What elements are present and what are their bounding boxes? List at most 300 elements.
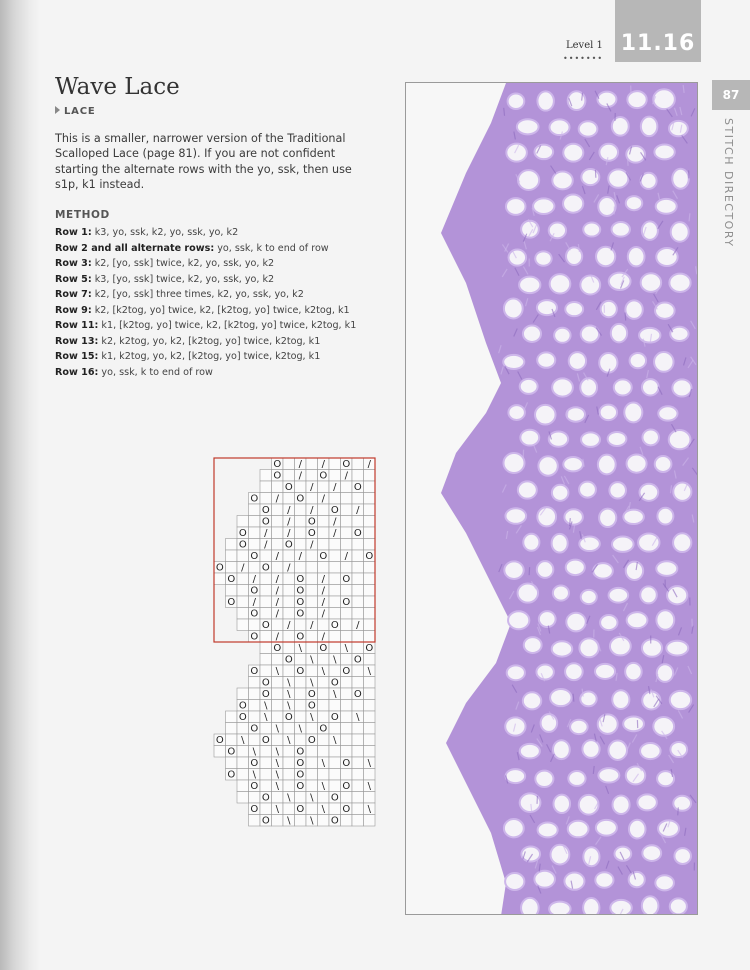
chart-cell — [364, 688, 376, 700]
chart-cell — [237, 619, 249, 631]
chart-symbol: / — [264, 528, 268, 539]
method-row-label: Row 16: — [55, 366, 99, 378]
lace-eyelet — [626, 196, 642, 210]
chart-cell — [295, 815, 307, 827]
chart-cell — [237, 573, 249, 585]
lace-eyelet — [673, 533, 691, 552]
chart-cell — [318, 516, 330, 528]
lace-eyelet — [523, 692, 541, 709]
chart-cell — [214, 573, 226, 585]
chart-symbol: \ — [275, 781, 279, 792]
lace-eyelet — [565, 302, 583, 316]
chart-cell — [318, 619, 330, 631]
chart-cell — [272, 711, 284, 723]
lace-eyelet — [534, 871, 555, 888]
triangle-bullet-icon — [55, 106, 60, 114]
lace-eyelet — [627, 454, 647, 472]
lace-eyelet — [508, 249, 526, 265]
chart-symbol: O — [330, 815, 339, 827]
chart-cell — [249, 527, 261, 539]
chart-cell — [318, 746, 330, 758]
lace-eyelet — [670, 691, 691, 709]
chart-cell — [329, 803, 341, 815]
chart-symbol: O — [250, 781, 259, 792]
chart-cell — [306, 596, 318, 608]
chart-symbol: / — [275, 597, 279, 608]
chart-symbol: O — [238, 712, 247, 723]
chart-cell — [364, 481, 376, 493]
chart-cell — [226, 757, 238, 769]
method-row-text: k2, [yo, ssk] three times, k2, yo, ssk, yo, k2 — [91, 289, 304, 300]
chart-cell — [352, 585, 364, 597]
chart-symbol: O — [307, 735, 316, 746]
chart-symbol: / — [333, 482, 337, 493]
lace-eyelet — [520, 430, 539, 446]
chart-symbol: O — [365, 551, 374, 562]
lace-eyelet — [654, 145, 674, 160]
lace-eyelet — [669, 430, 691, 449]
chart-cell — [295, 619, 307, 631]
chart-symbol: \ — [310, 712, 314, 723]
chart-cell — [272, 504, 284, 516]
level-label: Level 1 — [566, 40, 603, 51]
chart-cell — [306, 757, 318, 769]
lace-eyelet — [598, 768, 619, 782]
lace-eyelet — [506, 198, 526, 215]
lace-eyelet — [599, 144, 618, 161]
method-row-text: k1, [k2tog, yo] twice, k2, [k2tog, yo] twice, k2tog, k1 — [98, 320, 357, 331]
lace-eyelet — [595, 872, 613, 888]
chart-symbol: \ — [287, 677, 291, 689]
chart-cell — [283, 470, 295, 482]
lace-eyelet — [508, 611, 529, 629]
chart-symbol: O — [250, 758, 259, 769]
lace-eyelet — [579, 482, 596, 498]
chart-symbol: O — [353, 482, 362, 493]
chart-cell — [283, 780, 295, 792]
chart-cell — [226, 550, 238, 562]
chart-symbol: O — [227, 746, 236, 758]
lace-eyelet — [625, 663, 642, 681]
chart-symbol: O — [296, 804, 305, 815]
chart-symbol: / — [321, 493, 325, 505]
chart-symbol: \ — [275, 746, 279, 758]
lace-eyelet — [608, 432, 627, 446]
knitting-chart — [208, 456, 393, 836]
chart-cell — [237, 723, 249, 735]
lace-eyelet — [566, 407, 585, 422]
lace-eyelet — [655, 875, 674, 890]
chart-cell — [318, 504, 330, 516]
chart-symbol: \ — [321, 666, 325, 677]
chart-cell — [237, 780, 249, 792]
chart-symbol: \ — [275, 666, 279, 677]
lace-eyelet — [629, 872, 645, 887]
chart-cell — [318, 815, 330, 827]
chart-symbol: \ — [275, 804, 279, 815]
lace-eyelet — [671, 222, 689, 242]
chart-cell — [341, 585, 353, 597]
chart-symbol: \ — [367, 804, 371, 815]
lace-eyelet — [580, 378, 597, 396]
lace-eyelet — [609, 588, 629, 603]
chart-cell — [352, 608, 364, 620]
chart-symbol: O — [273, 459, 282, 470]
chart-symbol: O — [227, 574, 236, 585]
lace-eyelet — [538, 823, 558, 838]
lace-eyelet — [520, 744, 540, 759]
chart-cell — [295, 711, 307, 723]
chart-cell — [318, 792, 330, 804]
lace-eyelet — [579, 795, 599, 815]
chart-symbol: / — [344, 551, 348, 562]
chart-cell — [341, 608, 353, 620]
chart-cell — [306, 493, 318, 505]
chart-symbol: O — [284, 482, 293, 493]
lace-eyelet — [598, 714, 618, 734]
chart-cell — [237, 608, 249, 620]
lace-eyelet — [566, 560, 585, 575]
chart-cell — [318, 700, 330, 712]
chart-cell — [283, 803, 295, 815]
chart-cell — [249, 815, 261, 827]
lace-eyelet — [642, 379, 659, 395]
chart-cell — [272, 700, 284, 712]
chart-symbol: / — [264, 539, 268, 551]
chart-cell — [318, 677, 330, 689]
chart-cell — [318, 562, 330, 574]
chart-symbol: / — [321, 574, 325, 585]
lace-eyelet — [656, 248, 677, 266]
chart-cell — [249, 734, 261, 746]
chart-cell — [283, 757, 295, 769]
chart-cell — [364, 792, 376, 804]
lace-eyelet — [570, 720, 588, 734]
chart-cell — [283, 631, 295, 643]
lace-eyelet — [538, 456, 557, 475]
chart-cell — [283, 665, 295, 677]
chart-cell — [249, 539, 261, 551]
lace-eyelet — [598, 455, 616, 475]
lace-eyelet — [535, 405, 556, 425]
chart-cell — [295, 677, 307, 689]
chart-cell — [237, 688, 249, 700]
lace-eyelet — [508, 94, 525, 109]
chart-symbol: O — [261, 620, 270, 631]
chart-cell — [260, 654, 272, 666]
lace-eyelet — [504, 819, 524, 837]
lace-eyelet — [539, 611, 556, 627]
lace-eyelet — [639, 328, 660, 343]
lace-eyelet — [599, 353, 617, 373]
chart-symbol: O — [261, 516, 270, 528]
chart-cell — [329, 723, 341, 735]
chart-symbol: O — [319, 551, 328, 562]
lace-eyelet — [505, 508, 526, 524]
chart-cell — [329, 573, 341, 585]
lace-eyelet — [563, 195, 583, 213]
chart-cell — [352, 631, 364, 643]
lace-eyelet — [672, 379, 691, 396]
chart-cell — [341, 769, 353, 781]
lace-eyelet — [640, 586, 657, 603]
lace-eyelet — [552, 172, 572, 190]
lace-eyelet — [670, 327, 688, 341]
chart-cell — [364, 746, 376, 758]
chart-cell — [341, 504, 353, 516]
chart-symbol: O — [261, 505, 270, 516]
chart-symbol: / — [321, 631, 325, 643]
stitch-number-tab: 11.16 — [615, 0, 701, 62]
chart-symbol: O — [261, 792, 270, 804]
lace-eyelet — [569, 352, 586, 370]
chart-cell — [341, 815, 353, 827]
chart-cell — [341, 631, 353, 643]
chart-symbol: \ — [275, 758, 279, 769]
chart-symbol: \ — [298, 643, 302, 654]
chart-cell — [364, 562, 376, 574]
lace-eyelet — [614, 379, 632, 395]
chart-cell — [329, 562, 341, 574]
chart-symbol: \ — [287, 735, 291, 746]
chart-cell — [295, 504, 307, 516]
chart-symbol: \ — [287, 792, 291, 804]
chart-cell — [352, 562, 364, 574]
yarn-strand — [678, 807, 679, 815]
chart-symbol: O — [319, 643, 328, 654]
chart-symbol: \ — [321, 758, 325, 769]
chart-cell — [364, 677, 376, 689]
chart-symbol: \ — [321, 781, 325, 792]
chart-cell — [249, 792, 261, 804]
chart-symbol: O — [296, 631, 305, 643]
stitch-title: Wave Lace — [55, 74, 180, 100]
chart-cell — [226, 585, 238, 597]
lace-eyelet — [566, 613, 585, 632]
chart-symbol: O — [330, 620, 339, 631]
lace-eyelet — [568, 771, 585, 786]
chart-cell — [318, 769, 330, 781]
lace-eyelet — [642, 896, 659, 915]
chart-cell — [306, 550, 318, 562]
lace-eyelet — [553, 585, 569, 600]
lace-eyelet — [639, 484, 658, 501]
chart-symbol: \ — [367, 781, 371, 792]
lace-eyelet — [672, 169, 689, 189]
chart-symbol: \ — [275, 769, 279, 781]
chart-cell — [364, 711, 376, 723]
chart-symbol: O — [342, 666, 351, 677]
lace-eyelet — [638, 533, 659, 551]
chart-cell — [272, 815, 284, 827]
chart-cell — [364, 470, 376, 482]
chart-cell — [260, 585, 272, 597]
lace-eyelet — [629, 820, 646, 839]
method-row — [55, 303, 365, 319]
chart-cell — [237, 769, 249, 781]
chart-cell — [329, 470, 341, 482]
method-row-text: k3, yo, ssk, k2, yo, ssk, yo, k2 — [91, 227, 239, 238]
chart-cell — [306, 746, 318, 758]
chart-cell — [283, 458, 295, 470]
chart-symbol: \ — [333, 735, 337, 746]
chart-symbol: / — [344, 470, 348, 482]
chart-symbol: / — [275, 608, 279, 620]
chart-cell — [329, 608, 341, 620]
chart-cell — [272, 539, 284, 551]
chart-symbol: \ — [344, 643, 348, 654]
chart-cell — [318, 539, 330, 551]
lace-eyelet — [624, 402, 642, 422]
chart-cell — [364, 585, 376, 597]
yarn-strand — [689, 213, 690, 221]
chart-symbol: O — [273, 470, 282, 482]
chart-cell — [295, 562, 307, 574]
lace-eyelet — [655, 302, 675, 318]
chart-cell — [272, 677, 284, 689]
lace-eyelet — [523, 325, 541, 342]
lace-eyelet — [536, 665, 553, 680]
chart-cell — [237, 746, 249, 758]
chart-cell — [260, 631, 272, 643]
chart-symbol: O — [261, 689, 270, 700]
lace-eyelet — [637, 794, 656, 810]
lace-eyelet — [655, 456, 672, 472]
lace-eyelet — [537, 561, 554, 578]
lace-eyelet — [552, 641, 573, 656]
lace-eyelet — [563, 144, 583, 162]
lace-eyelet — [626, 767, 645, 785]
lace-eyelet — [608, 169, 628, 187]
chart-symbol: O — [330, 712, 339, 723]
chart-cell — [341, 516, 353, 528]
chart-cell — [306, 562, 318, 574]
chart-cell — [306, 631, 318, 643]
swatch-photo-frame — [405, 82, 698, 915]
lace-eyelet — [613, 795, 630, 814]
yarn-strand — [567, 411, 568, 419]
lace-eyelet — [612, 690, 629, 709]
method-heading: METHOD — [55, 209, 110, 221]
chart-symbol: O — [215, 562, 224, 574]
chart-symbol: / — [298, 551, 302, 562]
method-row — [55, 225, 365, 241]
chart-symbol: \ — [310, 677, 314, 689]
lace-eyelet — [641, 117, 657, 137]
lace-eyelet — [640, 743, 661, 759]
chart-cell — [260, 642, 272, 654]
chart-cell — [237, 596, 249, 608]
chart-symbol: / — [298, 459, 302, 470]
lace-eyelet — [656, 199, 677, 214]
chart-symbol: \ — [287, 815, 291, 827]
lace-eyelet — [625, 300, 642, 318]
chart-symbol: O — [353, 528, 362, 539]
chart-cell — [352, 757, 364, 769]
chart-cell — [272, 688, 284, 700]
lace-eyelet — [658, 820, 679, 837]
chart-cell — [341, 493, 353, 505]
chart-cell — [364, 493, 376, 505]
chart-cell — [306, 780, 318, 792]
chart-symbol: O — [284, 539, 293, 551]
lace-eyelet — [581, 432, 600, 447]
chart-cell — [249, 711, 261, 723]
chart-symbol: O — [296, 574, 305, 585]
lace-eyelet — [524, 637, 542, 653]
chart-cell — [352, 470, 364, 482]
lace-eyelet — [658, 406, 677, 420]
chart-symbol: \ — [356, 712, 360, 723]
chart-cell — [260, 769, 272, 781]
lace-eyelet — [608, 741, 627, 760]
lace-eyelet — [517, 119, 539, 134]
lace-eyelet — [656, 561, 677, 576]
lace-eyelet — [579, 537, 600, 552]
lace-eyelet — [566, 247, 582, 265]
lace-eyelet — [553, 740, 570, 759]
chart-cell — [226, 723, 238, 735]
method-row — [55, 241, 365, 257]
lace-eyelet — [623, 716, 644, 731]
method-row-text: k2, [yo, ssk] twice, k2, yo, ssk, yo, k2 — [91, 258, 275, 269]
chart-symbol: O — [250, 666, 259, 677]
lace-eyelet — [580, 275, 600, 294]
stitch-intro: This is a smaller, narrower version of the Traditional Scalloped Lace (page 81). If you are not confident starting the alternate rows with the yo, ssk, then use s1p, k1 instead. — [55, 132, 352, 191]
chart-symbol: O — [342, 459, 351, 470]
chart-symbol: / — [287, 528, 291, 539]
chart-symbol: O — [250, 723, 259, 735]
lace-eyelet — [554, 328, 571, 343]
lace-eyelet — [582, 740, 599, 758]
chart-cell — [283, 596, 295, 608]
lace-eyelet — [519, 277, 540, 293]
lace-eyelet — [518, 481, 537, 498]
chart-symbol: O — [307, 689, 316, 700]
chart-cell — [364, 700, 376, 712]
chart-cell — [295, 654, 307, 666]
lace-eyelet — [642, 639, 662, 657]
chart-symbol: / — [275, 493, 279, 505]
lace-eyelet — [670, 742, 687, 757]
chart-symbol: \ — [333, 689, 337, 700]
chart-cell — [329, 631, 341, 643]
chart-symbol: \ — [310, 792, 314, 804]
method-row-text: k2, [k2tog, yo] twice, k2, [k2tog, yo] twice, k2tog, k1 — [91, 304, 350, 316]
chart-cell — [283, 769, 295, 781]
chart-symbol: / — [333, 516, 337, 528]
lace-eyelet — [611, 324, 627, 342]
chart-cell — [341, 688, 353, 700]
lace-eyelet — [503, 453, 524, 473]
chart-cell — [283, 746, 295, 758]
chart-symbol: O — [307, 700, 316, 712]
chart-cell — [341, 792, 353, 804]
chart-cell — [352, 516, 364, 528]
lace-eyelet — [579, 121, 598, 136]
chart-cell — [306, 723, 318, 735]
chart-cell — [329, 780, 341, 792]
chart-cell — [352, 723, 364, 735]
method-row-text: yo, ssk, k to end of row — [98, 366, 213, 378]
chart-symbol: / — [252, 597, 256, 608]
lace-eyelet — [504, 561, 523, 579]
chart-cell — [272, 527, 284, 539]
lace-eyelet — [581, 169, 599, 185]
chart-symbol: O — [353, 689, 362, 700]
chart-symbol: O — [296, 608, 305, 620]
lace-eyelet — [595, 664, 615, 679]
